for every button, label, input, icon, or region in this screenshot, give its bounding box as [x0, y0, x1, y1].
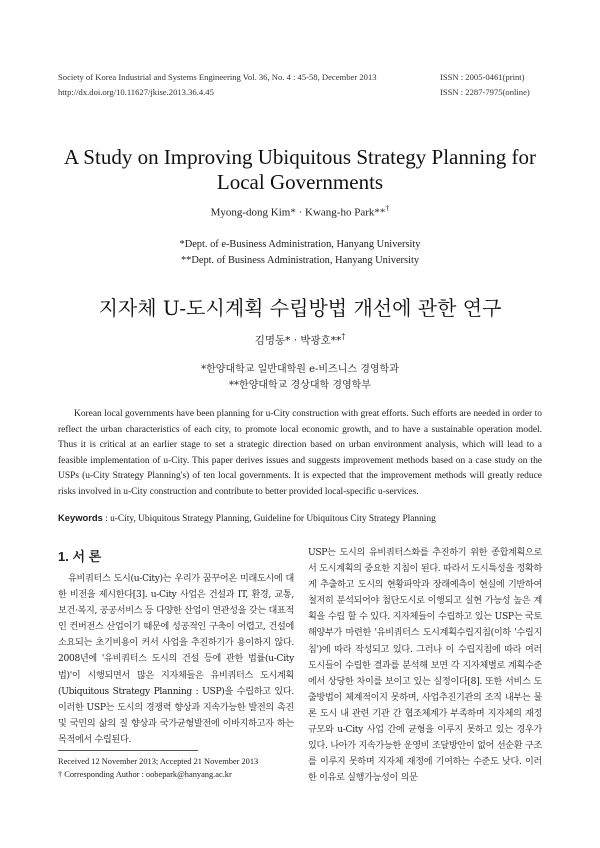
authors-en: [40, 204, 560, 219]
affiliation-en-1: *Dept. of e-Business Administration, Hanyang University: [179, 239, 421, 250]
title-line-2: Local Governments: [216, 170, 384, 194]
issn-print: ISSN : 2005-0461(print): [440, 72, 525, 82]
issn-block: [440, 70, 530, 100]
section-heading: 1. 서 론: [58, 549, 102, 564]
authors-ko: [40, 332, 560, 348]
received-date: Received 12 November 2013; Accepted 21 November 2013: [58, 757, 259, 766]
journal-header: [58, 70, 377, 100]
paper-title-ko: 지자체 U-도시계획 수립방법 개선에 관한 연구: [98, 296, 502, 320]
affiliation-ko-1: *한양대학교 일반대학원 e-비즈니스 경영학과: [201, 364, 399, 375]
body-right-text: USP는 도시의 유비쿼터스화를 추진하기 위한 종합계획으로서 도시계획의 중요한 지침이 된다. 따라서 도시특성을 정확하게 추출하고 도시의 현황파악과 장래예측이 현실에 기반하여 철저히 분석되어야 첨단도시로 이행되고 실현 가능성 높은 계획을 수립 할 수 있다. 지자체들이 수립하고 있는 USP는 국토해양부가 마련한 '유비쿼터스 도시계획수립지침(이하 '수립지침')에 따라 작성되고 있다. 그러나 이 수립지침에 따라 여러 도시들이 수립한 결과를 분석해 보면 각 지자체별로 계획수준에서 상당한 차이를 보이고 있는 실정이다[8]. 또한 서비스 도출방법이 체계적이지 못하며, 사업추진기관의 조직 내부는 물론 도시 내 관련 기관 간 협조체계가 부족하며 지자체의 재정규모와 u-City 사업 간에 균형을 이루지 못하고 있는 경우가 있다. 나아가 지속가능한 운영비 조달방안이 없어 선순환 구조를 이루지 못하며 지자체 재정에 기여하는 수준도 낮다. 이러한 이유로 실행가능성이 의문: [308, 548, 542, 784]
affiliations-en: [40, 237, 560, 268]
journal-citation: Society of Korea Industrial and Systems Engineering Vol. 36, No. 4 : 45-58, December 2013: [58, 72, 377, 82]
keywords-label: Keywords: [58, 512, 103, 523]
authors-ko-names: 김명동* · 박광호**: [254, 334, 342, 347]
corresponding-email: Corresponding Author : oobepark@hanyang.ac.kr: [64, 770, 232, 779]
footnote-mark: †: [58, 770, 63, 779]
authors-en-names: Myong-dong Kim* · Kwang-ho Park**: [210, 206, 386, 219]
corresponding-mark: †: [385, 204, 390, 213]
body-right-column: [308, 545, 542, 786]
issn-online: ISSN : 2287-7975(online): [440, 87, 530, 97]
doi-link[interactable]: http://dx.doi.org/10.11627/jkise.2013.36.4.45: [58, 87, 214, 97]
title-line-1: A Study on Improving Ubiquitous Strategy Planning for: [64, 145, 536, 169]
affiliation-ko-2: **한양대학교 경상대학 경영학부: [229, 380, 371, 391]
keywords: [58, 512, 542, 524]
affiliation-en-2: **Dept. of Business Administration, Hanyang University: [180, 254, 420, 266]
affiliations-ko: [40, 362, 560, 394]
paper-title-en: [40, 145, 560, 195]
corresponding-author: [58, 768, 258, 781]
abstract: Korean local governments have been planning for u-City construction with great efforts. Such efforts are needed in order to reflect the urban characteristics of each city, to promote local economic growth, and to have a sustainable operation model. Thus it is critical at an earlier stage to set a strategic direction based on urban environment analysis, which will lead to a feasible implementation of u-City. This paper derives issues and suggests improvement methods based on a case study on the USPs (u-City Strategy Planning's) of ten local governments. It is expected that the improvement methods will greatly reduce risks involved in u-City construction and contribute to better provided local-specific u-services.: [58, 409, 542, 497]
body-left-column: 유비쿼터스 도시(u-City)는 우리가 꿈꾸어온 미래도시에 대한 비전을 제시한다[3]. u-City 사업은 건설과 IT, 환경, 교통, 보건·복지, 공공서비스 등 다양한 산업이 연관성을 갖는 대표적인 컨버전스 산업이기 때문에 성공적인 구축이 어렵고, 건설에 소요되는 초기비용이 커서 사업을 추진하기가 용이하지 않다. 2008년에 '유비쿼터스 도시의 건설 등에 관한 법률(u-City 법)'이 시행되면서 많은 지자체들은 유비쿼터스 도시계획(Ubiquitous Strategy Planning : USP)을 수립하고 있다. 이러한 USP는 도시의 경쟁력 향상과 지속가능한 발전의 촉진 및 국민의 삶의 질 향상과 국가균형발전에 이바지하고자 하는 목적에서 수립된다.: [58, 574, 294, 745]
corresponding-mark-ko: †: [341, 332, 346, 341]
footnote-rule: [58, 750, 198, 751]
footnotes: [58, 755, 258, 781]
keywords-list: : u-City, Ubiquitous Strategy Planning, Guideline for Ubiquitous City Strategy Planning: [105, 514, 436, 524]
